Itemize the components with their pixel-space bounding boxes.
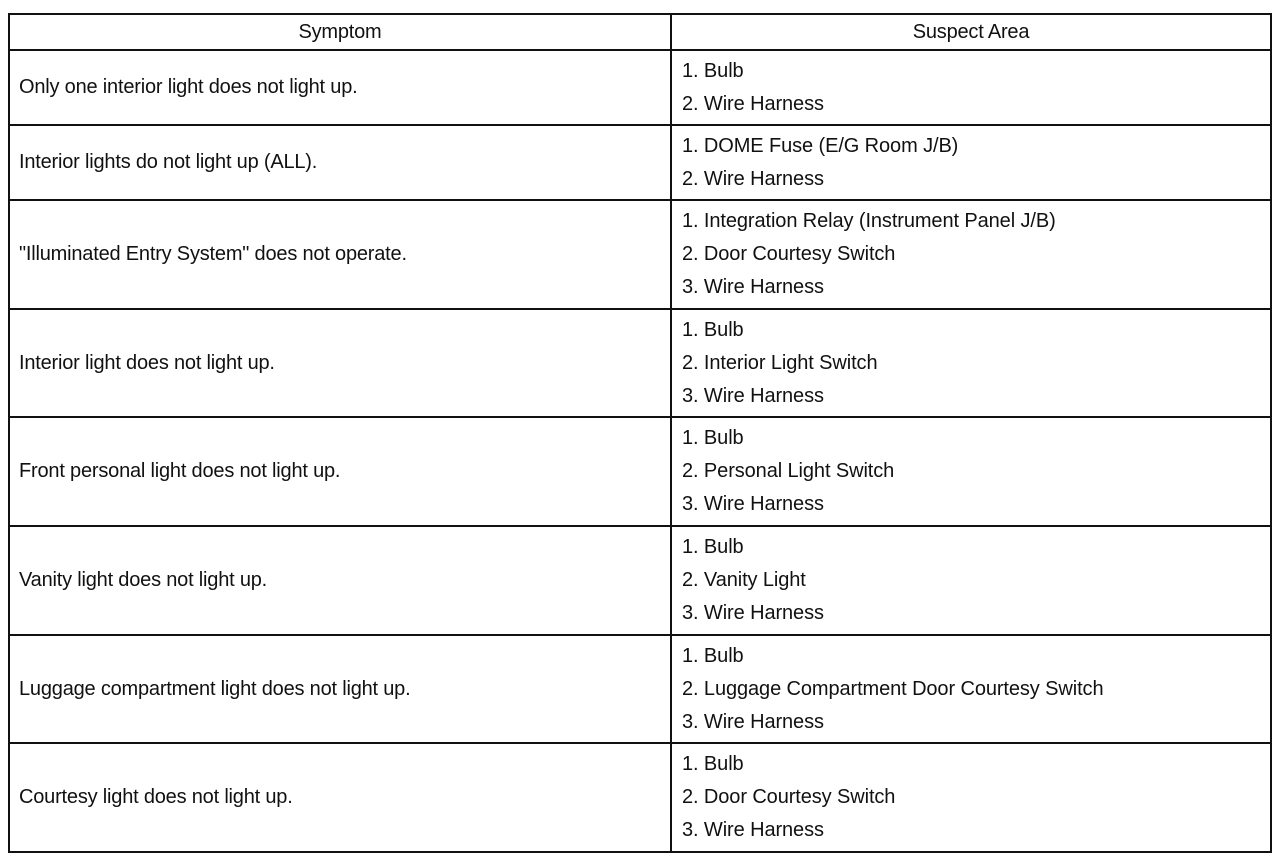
suspect-area-list [682,640,1270,739]
suspect-area-item: 3. Wire Harness [682,601,824,624]
suspect-area-item: 2. Door Courtesy Switch [682,243,896,266]
symptom-cell: Courtesy light does not light up. [9,743,671,852]
suspect-area-item: 3. Wire Harness [682,819,824,842]
suspect-area-cell [671,125,1271,200]
symptom-cell: "Illuminated Entry System" does not operate. [9,200,671,309]
suspect-area-list [682,205,1270,304]
suspect-area-list [682,748,1270,847]
suspect-area-item: 3. Wire Harness [682,710,824,733]
suspect-area-item: 2. Door Courtesy Switch [682,786,896,809]
suspect-area-column-header: Suspect Area [671,14,1271,50]
table-row [9,526,1271,635]
table-header [9,14,1271,50]
suspect-area-item: 1. DOME Fuse (E/G Room J/B) [682,134,959,157]
suspect-area-item: 1. Bulb [682,59,744,82]
table-body [9,50,1271,852]
suspect-area-item: 1. Bulb [682,753,744,776]
symptom-cell: Only one interior light does not light up. [9,50,671,125]
suspect-area-item: 1. Bulb [682,318,744,341]
table-row [9,743,1271,852]
suspect-area-item: 2. Interior Light Switch [682,351,878,374]
suspect-area-cell [671,635,1271,744]
suspect-area-item: 1. Bulb [682,427,744,450]
troubleshooting-table [8,13,1272,853]
table-row [9,200,1271,309]
suspect-area-list [682,422,1270,521]
suspect-area-item: 3. Wire Harness [682,384,824,407]
suspect-area-cell [671,743,1271,852]
suspect-area-cell [671,50,1271,125]
table-row [9,417,1271,526]
symptom-column-header: Symptom [9,14,671,50]
suspect-area-item: 3. Wire Harness [682,276,824,299]
suspect-area-list [682,314,1270,413]
suspect-area-item: 2. Vanity Light [682,568,806,591]
header-row [9,14,1271,50]
suspect-area-list [682,130,1270,196]
suspect-area-cell [671,200,1271,309]
table-row [9,635,1271,744]
table-row [9,50,1271,125]
symptom-cell: Luggage compartment light does not light up. [9,635,671,744]
suspect-area-item: 2. Personal Light Switch [682,460,895,483]
table-row [9,125,1271,200]
suspect-area-list [682,55,1270,121]
symptom-cell: Interior light does not light up. [9,309,671,418]
suspect-area-cell [671,309,1271,418]
suspect-area-item: 1. Bulb [682,535,744,558]
table-row [9,309,1271,418]
suspect-area-cell [671,526,1271,635]
suspect-area-item: 3. Wire Harness [682,493,824,516]
suspect-area-item: 1. Integration Relay (Instrument Panel J/B) [682,210,1056,233]
suspect-area-cell [671,417,1271,526]
symptom-cell: Front personal light does not light up. [9,417,671,526]
suspect-area-list [682,531,1270,630]
symptom-cell: Interior lights do not light up (ALL). [9,125,671,200]
suspect-area-item: 2. Luggage Compartment Door Courtesy Switch [682,677,1104,700]
suspect-area-item: 2. Wire Harness [682,167,824,190]
suspect-area-item: 1. Bulb [682,644,744,667]
symptom-cell: Vanity light does not light up. [9,526,671,635]
suspect-area-item: 2. Wire Harness [682,92,824,115]
